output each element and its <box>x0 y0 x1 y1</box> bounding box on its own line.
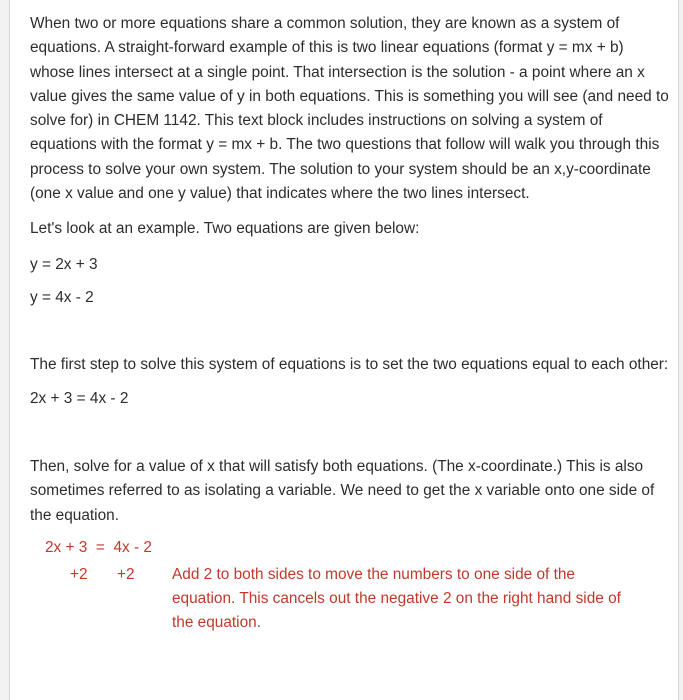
worked-equation: 2x + 3 = 4x - 2 <box>45 538 152 556</box>
example-lead-paragraph: Let's look at an example. Two equations are given below: <box>30 220 420 238</box>
intro-paragraph: When two or more equations share a common solution, they are known as a system of equations. A straight-forward example of this is two linear equations (format y = mx + b) whose lines intersect at a single point. That intersection is the solution - a point where an x value gives the same value of y in both equations. This is something you will see (and need to solve for) in CHEM 1142. This text block includes instructions on solving a system of equations with the format y = mx + b. The two questions that follow will walk you through this process to solve your own system. The solution to your system should be an x,y-coordinate (one x value and one y value) that indicates where the two lines intersect. <box>30 15 669 203</box>
equation-1: y = 2x + 3 <box>30 255 98 273</box>
equation-2: y = 4x - 2 <box>30 288 94 306</box>
left-addend: +2 <box>70 565 88 583</box>
text-block-content <box>30 12 670 646</box>
step1-paragraph: The first step to solve this system of equations is to set the two equations equal to each other: <box>30 355 669 373</box>
spacer <box>30 310 670 353</box>
text-block-panel <box>9 0 679 700</box>
right-addend: +2 <box>117 565 135 583</box>
worked-step <box>30 536 670 646</box>
spacer <box>30 411 670 455</box>
worked-step-note: Add 2 to both sides to move the numbers to one side of the equation. This cancels out the negative 2 on the right hand side of the equation. <box>172 565 621 631</box>
step1-equation: 2x + 3 = 4x - 2 <box>30 389 129 407</box>
spacer <box>30 277 670 286</box>
step2-paragraph: Then, solve for a value of x that will satisfy both equations. (The x-coordinate.) This is also sometimes referred to as isolating a variable. We need to get the x variable onto one side of the equation. <box>30 457 655 524</box>
